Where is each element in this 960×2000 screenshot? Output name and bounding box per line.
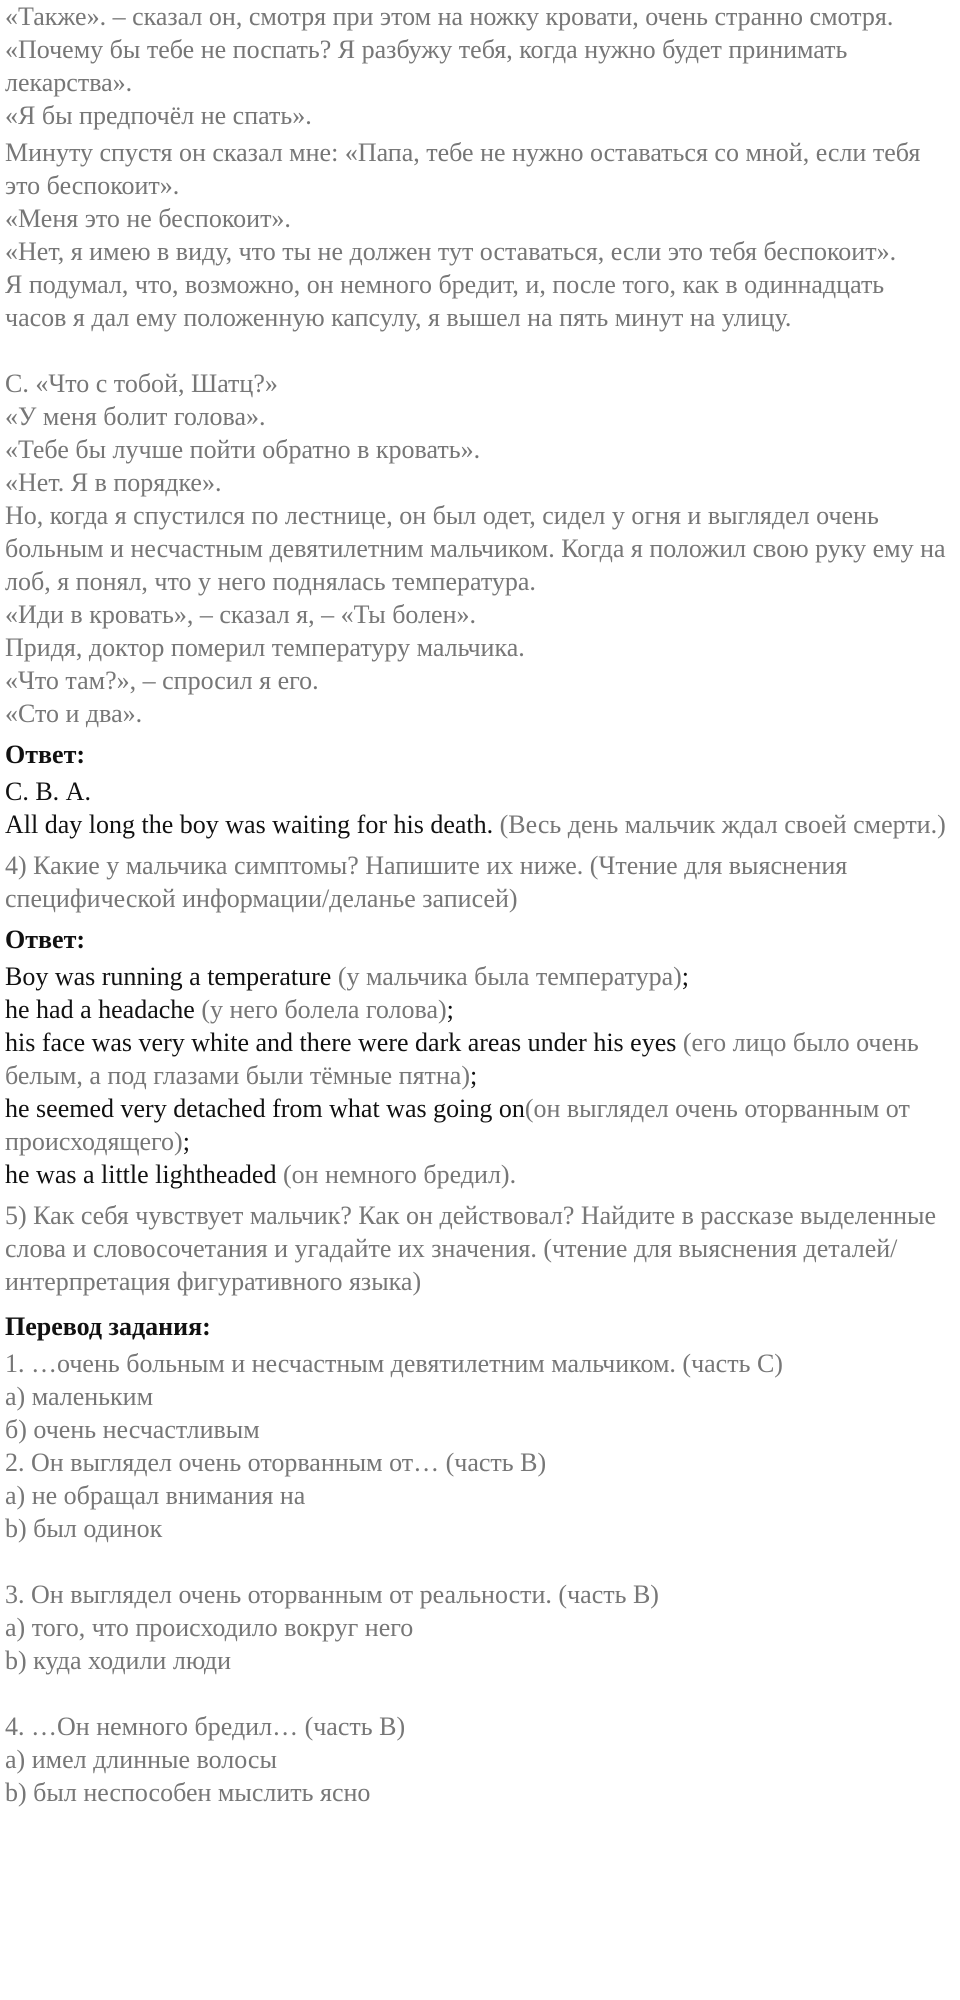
symptom-translation: (у него болела голова) (194, 995, 447, 1024)
story-paragraph: «Иди в кровать», – сказал я, – «Ты болен». (5, 600, 477, 629)
blank-line (5, 1677, 952, 1710)
story-paragraph: Придя, доктор померил температуру мальчика. (5, 633, 525, 662)
symptom-item (5, 1092, 952, 1158)
blank-line (5, 334, 952, 367)
story-paragraph: «Почему бы тебе не поспать? Я разбужу тебя, когда нужно будет принимать лекарства». (5, 35, 848, 97)
translation-question: 2. Он выглядел очень оторванным от… (часть В) (5, 1448, 547, 1477)
translation-option: а) того, что происходило вокруг него (5, 1613, 414, 1642)
story-paragraph: «Нет. Я в порядке». (5, 468, 222, 497)
answer-heading: Ответ: (5, 925, 86, 954)
story-paragraph: «Что там?», – спросил я его. (5, 666, 319, 695)
question-4: 4) Какие у мальчика симптомы? Напишите их ниже. (Чтение для выяснения специфической информации/деланье записей) (5, 851, 848, 913)
translation-question: 3. Он выглядел очень оторванным от реальности. (часть В) (5, 1580, 659, 1609)
symptom-item (5, 1026, 952, 1092)
translation-option: а) имел длинные волосы (5, 1745, 277, 1774)
answer-heading: Ответ: (5, 740, 86, 769)
symptom-punct: ; (446, 995, 454, 1024)
story-paragraph: Я подумал, что, возможно, он немного бредит, и, после того, как в одиннадцать часов я дал ему положенную капсулу, я вышел на пять минут на улицу. (5, 270, 885, 332)
translation-option: b) был неспособен мыслить ясно (5, 1778, 371, 1807)
question-5: 5) Как себя чувствует мальчик? Как он действовал? Найдите в рассказе выделенные слова и словосочетания и угадайте их значения. (чтение для выяснения деталей/интерпретация фигуративного языка) (5, 1201, 936, 1296)
answer-english: All day long the boy was waiting for his death. (5, 810, 494, 839)
symptom-english: Boy was running a temperature (5, 962, 332, 991)
symptom-item (5, 993, 952, 1026)
symptom-item (5, 960, 952, 993)
symptom-punct: ; (681, 962, 690, 991)
translation-option: b) куда ходили люди (5, 1646, 232, 1675)
story-paragraph: «Сто и два». (5, 699, 143, 728)
answer-translation: (Весь день мальчик ждал своей смерти.) (493, 810, 946, 839)
story-paragraph: «У меня болит голова». (5, 402, 266, 431)
symptom-punct: ; (470, 1061, 478, 1090)
story-paragraph: «Нет, я имею в виду, что ты не должен тут оставаться, если это тебя беспокоит». (5, 237, 897, 266)
symptom-translation: (он немного бредил). (276, 1160, 517, 1189)
symptom-english: his face was very white and there were dark areas under his eyes (5, 1028, 677, 1057)
translation-option: б) очень несчастливым (5, 1415, 260, 1444)
story-paragraph: «Я бы предпочёл не спать». (5, 101, 312, 130)
answer-sentence (5, 808, 952, 841)
symptom-english: he was a little lightheaded (5, 1160, 277, 1189)
translation-heading: Перевод задания: (5, 1312, 211, 1341)
symptom-english: he had a headache (5, 995, 195, 1024)
story-paragraph: «Тебе бы лучше пойти обратно в кровать». (5, 435, 481, 464)
story-paragraph: «Меня это не беспокоит». (5, 204, 291, 233)
translation-option: b) был одинок (5, 1514, 163, 1543)
answer-order: С. В. А. (5, 777, 91, 806)
symptom-punct: ; (182, 1127, 190, 1156)
translation-option: а) не обращал внимания на (5, 1481, 306, 1510)
blank-line (5, 1545, 952, 1578)
story-paragraph: С. «Что с тобой, Шатц?» (5, 369, 278, 398)
story-paragraph: Но, когда я спустился по лестнице, он был одет, сидел у огня и выглядел очень больным и несчастным девятилетним мальчиком. Когда я положил свою руку ему на лоб, я понял, что у него поднялась температура. (5, 501, 946, 596)
translation-question: 4. …Он немного бредил… (часть В) (5, 1712, 406, 1741)
symptom-translation: (у мальчика была температура) (331, 962, 682, 991)
symptom-translation: (его лицо было очень белым, а под глазами были тёмные пятна) (5, 1028, 919, 1090)
story-paragraph: «Также». – сказал он, смотря при этом на ножку кровати, очень странно смотря. (5, 2, 894, 31)
translation-question: 1. …очень больным и несчастным девятилетним мальчиком. (часть С) (5, 1349, 783, 1378)
translation-option: а) маленьким (5, 1382, 154, 1411)
symptom-translation: (он выглядел очень оторванным от происходящего) (5, 1094, 910, 1156)
story-paragraph: Минуту спустя он сказал мне: «Папа, тебе не нужно оставаться со мной, если тебя это беспокоит». (5, 138, 921, 200)
symptom-english: he seemed very detached from what was going on (5, 1094, 525, 1123)
symptom-item (5, 1158, 952, 1191)
